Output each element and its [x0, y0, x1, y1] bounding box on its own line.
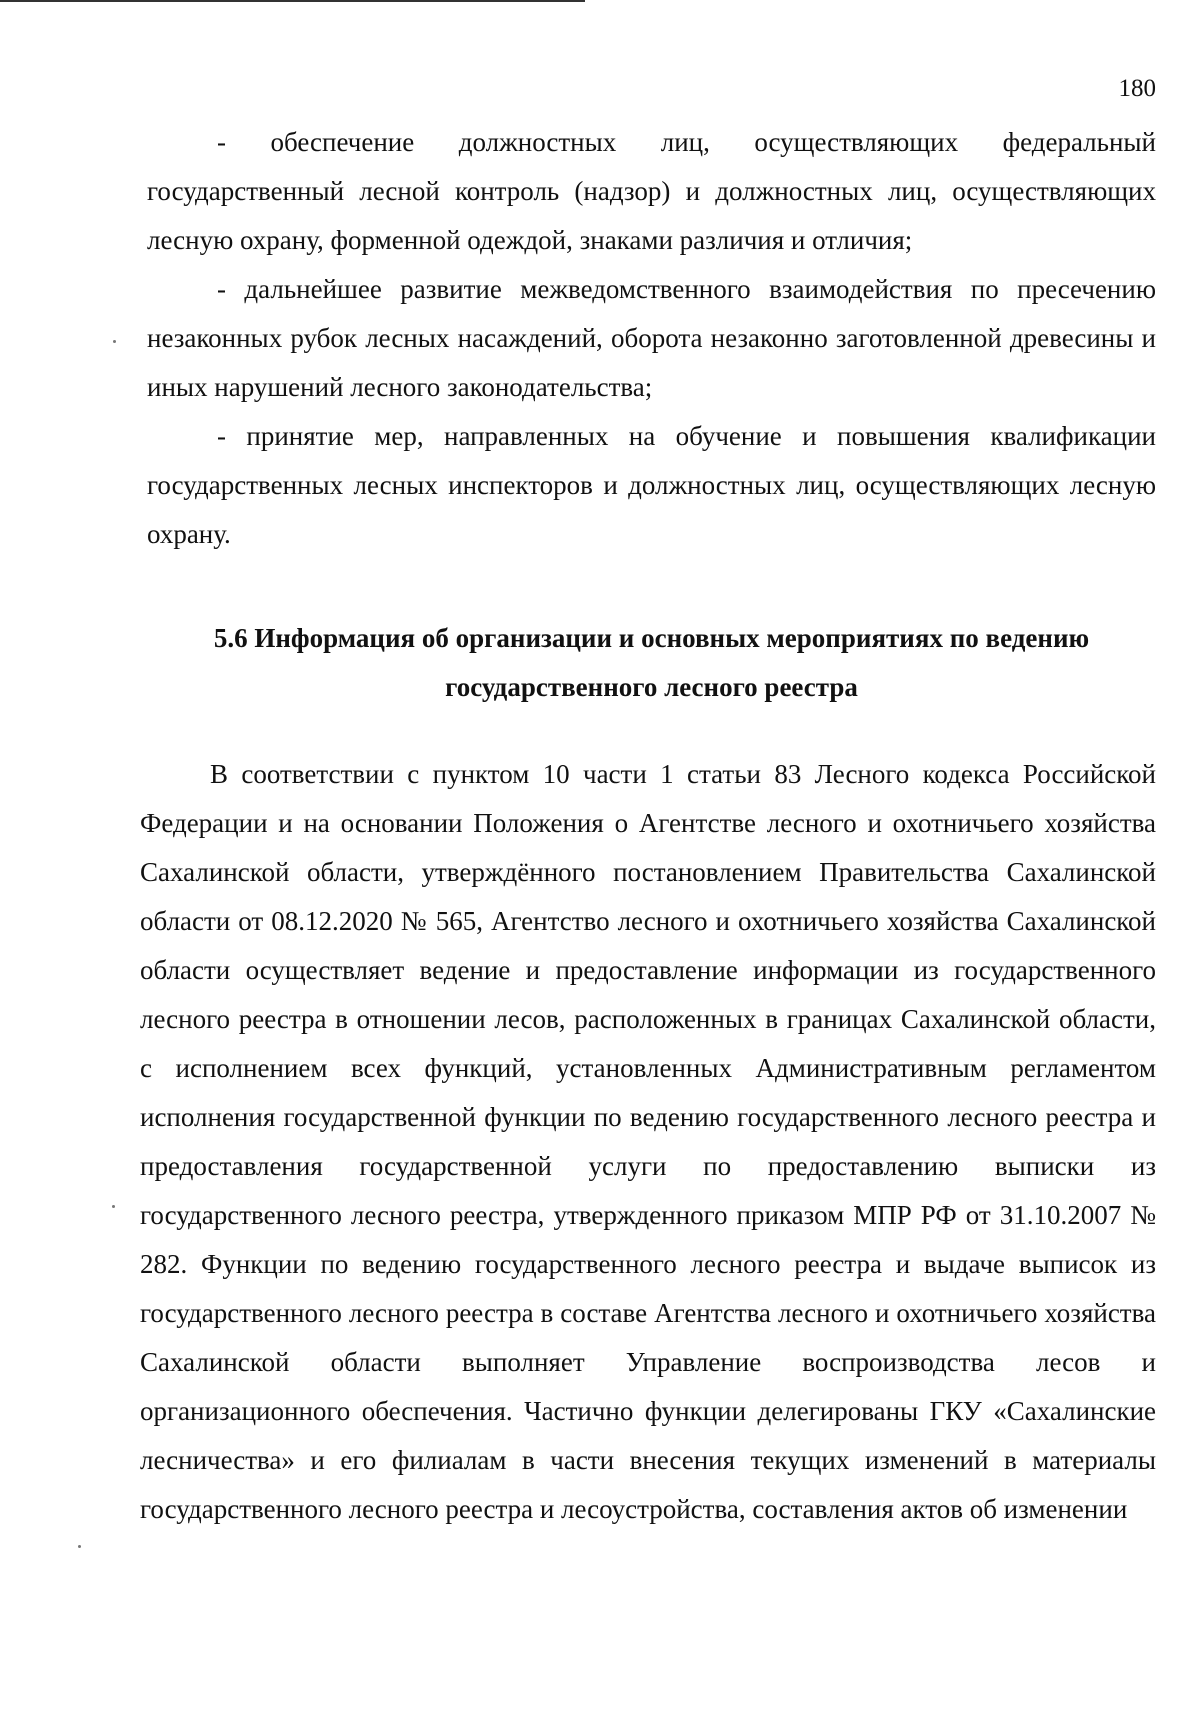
section-heading-line-1: 5.6 Информация об организации и основных мероприятиях по ведению: [213, 623, 1090, 653]
bullet-paragraph-2: - дальнейшее развитие межведомственного взаимодействия по пресечению незаконных рубок лесных насаждений, оборота незаконно заготовленной древесины и иных нарушений лесного законодательства;: [147, 274, 1156, 402]
bullet-paragraph-3: - принятие мер, направленных на обучение и повышения квалификации государственных лесных инспекторов и должностных лиц, осуществляющих лесную охрану.: [147, 421, 1156, 549]
scan-speck: [112, 1205, 115, 1208]
section-heading: [147, 614, 1156, 712]
page-content: [140, 118, 1156, 1534]
page-number: 180: [1118, 75, 1156, 102]
section-body: [140, 750, 1156, 1534]
section-paragraph: В соответствии с пунктом 10 части 1 статьи 83 Лесного кодекса Российской Федерации и на основании Положения о Агентстве лесного и охотничьего хозяйства Сахалинской области, утверждённого постановлением Правительства Сахалинской области от 08.12.2020 № 565, Агентство лесного и охотничьего хозяйства Сахалинской области осуществляет ведение и предоставление информации из государственного лесного реестра в отношении лесов, расположенных в границах Сахалинской области, с исполнением всех функций, установленных Административным регламентом исполнения государственной функции по ведению государственного лесного реестра и предоставления государственной услуги по предоставлению выписки из государственного лесного реестра, утвержденного приказом МПР РФ от 31.10.2007 № 282. Функции по ведению государственного лесного реестра и выдаче выписок из государственного лесного реестра в составе Агентства лесного и охотничьего хозяйства Сахалинской области выполняет Управление воспроизводства лесов и организационного обеспечения. Частично функции делегированы ГКУ «Сахалинские лесничества» и его филиалам в части внесения текущих изменений в материалы государственного лесного реестра и лесоустройства, составления актов об изменении: [140, 759, 1156, 1524]
section-heading-line-2: государственного лесного реестра: [445, 672, 858, 702]
scan-speck: [113, 340, 116, 343]
scan-speck: [78, 1545, 81, 1548]
bullet-paragraph-1: - обеспечение должностных лиц, осуществляющих федеральный государственный лесной контроль (надзор) и должностных лиц, осуществляющих лесную охрану, форменной одеждой, знаками различия и отличия;: [147, 127, 1156, 255]
top-rule: [0, 0, 585, 2]
